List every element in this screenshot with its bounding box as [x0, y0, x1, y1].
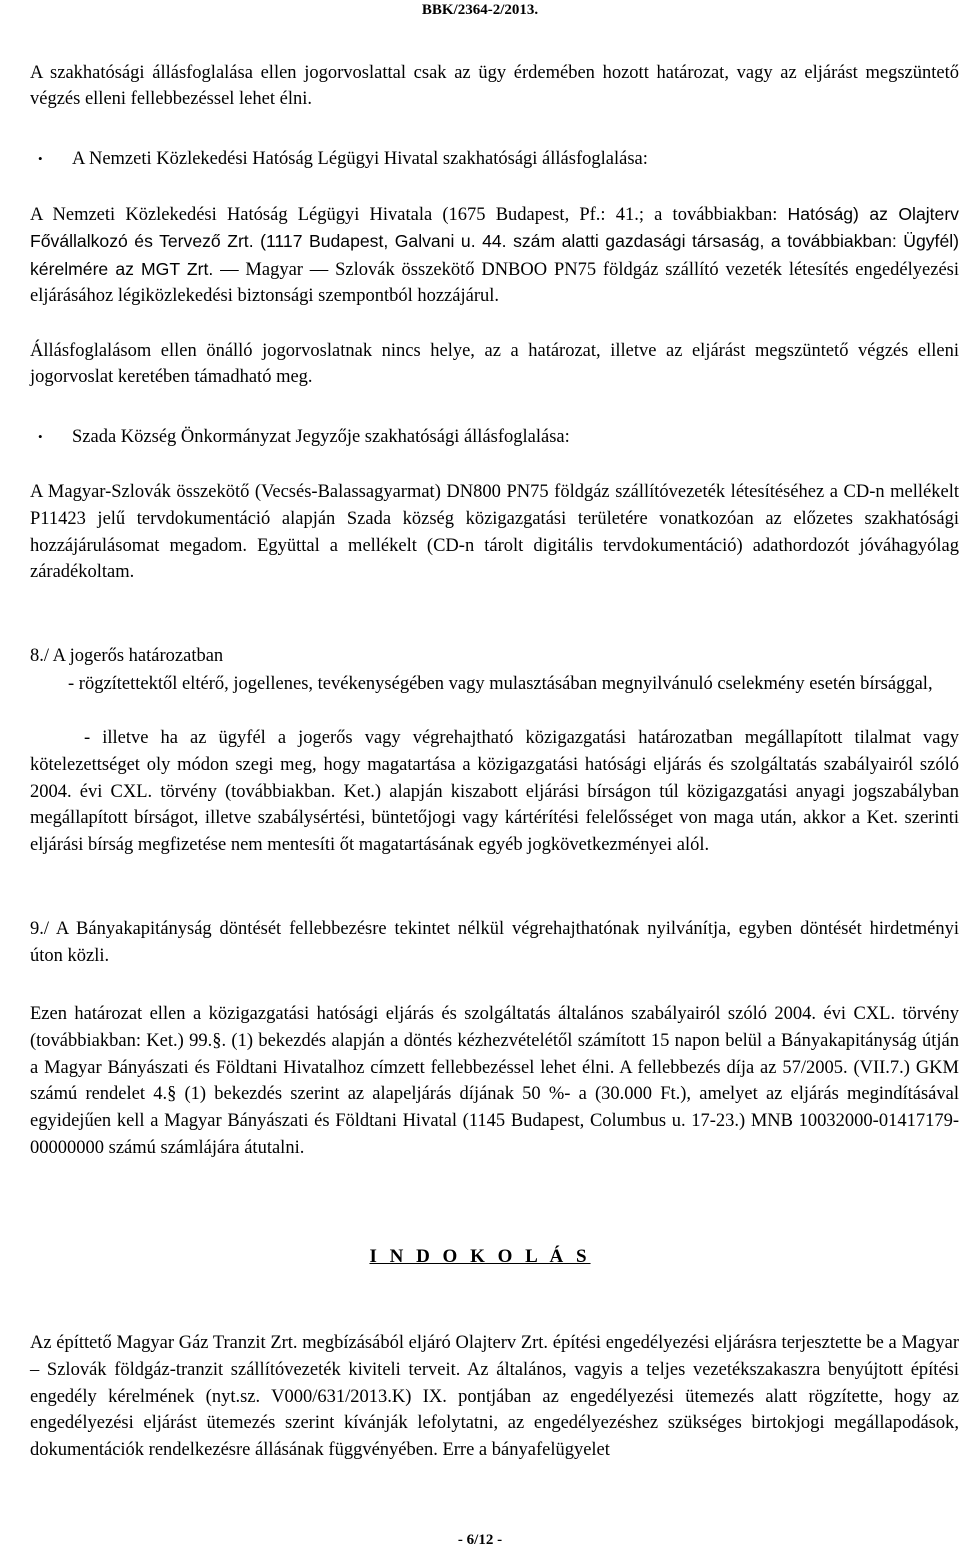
section-9: 9./ A Bányakapitányság döntését fellebbezésre tekintet nélkül végrehajthatónak nyilvánítja, egyben döntését hirdetményi úton közli.: [30, 919, 959, 966]
section-8-item-1: - rögzítettektől eltérő, jogellenes, tevékenységében vagy mulasztásában megnyilvánuló cselekmény esetén bírsággal,: [68, 674, 933, 694]
section-8-heading: 8./ A jogerős határozatban: [30, 646, 224, 666]
document-reference: BBK/2364-2/2013.: [421, 2, 539, 18]
section-8-item-2: - illetve ha az ügyfél a jogerős vagy végrehajtható közigazgatási határozatban megállapított tilalmat vagy kötelezettséget oly módon szegi meg, hogy magatartása a közigazgatási hatósági eljárás és szolgáltatás szabályairól szóló 2004. évi CXL. törvény (továbbiakban. Ket.) alapján kiszabott eljárási bírságon túl közigazgatási anyagi jogszabályban megállapított bírságot, illetve szabálysértési, büntetőjogi vagy kártérítési felelősséget von maga után, akkor a Ket. szerinti eljárási bírság megfizetése nem mentesíti őt magatartásának egyéb jogkövetkezményei alól.: [30, 728, 959, 856]
paragraph-aviation-part-b: Hatóság) az Olajterv Fővállalkozó és Tervező Zrt. (1117 Budapest, Galvani u. 44. szám alatti gazdasági társaság, a továbbiakban: Ügyfél) kérelmére az MGT Zrt.: [30, 204, 959, 279]
paragraph-aviation-part-c: — Magyar — Szlovák összekötő DNBOO PN75 földgáz szállító vezeték létesítés engedélyezési eljárásához légiközlekedési biztonsági szempontból hozzájárul.: [30, 259, 959, 307]
paragraph-reasoning: Az építtető Magyar Gáz Tranzit Zrt. megbízásából eljáró Olajterv Zrt. építési engedélyezési eljárásra terjesztette be a Magyar – Szlovák földgáz-tranzit szállítóvezeték kiviteli terveit. Az általános, vagyis a teljes vezetékszakaszra benyújtott építési engedély kérelmének (nyt.sz. V000/631/2013.K) IX. pontjában az engedélyezési ütemezés alatt rögzítette, hogy az engedélyezési eljárást ütemezés szerint kívánják lefolytatni, az engedélyezéshez szükséges birtokjogi megállapodások, dokumentációk rendelkezésre állásának függvényében. Erre a bányafelügyelet: [30, 1333, 959, 1461]
bullet-heading-aviation: A Nemzeti Közlekedési Hatóság Légügyi Hivatal szakhatósági állásfoglalása:: [72, 149, 648, 169]
paragraph-szada-opinion: A Magyar-Szlovák összekötő (Vecsés-Balassagyarmat) DN800 PN75 földgáz szállítóvezeték létesítéséhez a CD-n mellékelt P11423 jelű tervdokumentáció alapján Szada község közigazgatási területére vonatkozóan az előzetes szakhatósági hozzájárulásomat megadom. Együttal a mellékelt (CD-n tárolt digitális tervdokumentáció) adathordozót jóváhagyólag záradékoltam.: [30, 482, 959, 583]
bullet-heading-szada: Szada Község Önkormányzat Jegyzője szakhatósági állásfoglalása:: [72, 427, 570, 447]
paragraph-aviation-opinion: [30, 201, 959, 310]
paragraph-appeal-fee: Ezen határozat ellen a közigazgatási hatósági eljárás és szolgáltatás általános szabályairól szóló 2004. évi CXL. törvény (továbbiakban: Ket.) 99.§. (1) bekezdés alapján a döntés kézhezvételétől számított 15 napon belül a Bányakapitányság útján a Magyar Bányászati és Földtani Hivatalhoz címzett fellebbezéssel lehet élni. A fellebbezés díja az 57/2005. (VII.7.) GKM számú rendelet 4.§ (1) bekezdés szerint az alapeljárás díjának 50 %- a (30.000 Ft.), amelyet az eljárás megindításával egyidejűen kell a Magyar Bányászati és Földtani Hivatal (1145 Budapest, Columbus u. 17-23.) MNB 10032000-01417179-00000000 számú számlájára átutalni.: [30, 1004, 959, 1158]
reasoning-title: I N D O K O L Á S: [369, 1246, 591, 1267]
paragraph-appeal-note: A szakhatósági állásfoglalása ellen jogorvoslattal csak az ügy érdemében hozott határozat, vagy az eljárást megszüntető végzés elleni fellebbezéssel lehet élni.: [30, 63, 959, 110]
paragraph-aviation-part-a: A Nemzeti Közlekedési Hatóság Légügyi Hivatala (1675 Budapest, Pf.: 41.; a továbbiakban:: [30, 205, 788, 225]
bullet-icon: •: [38, 151, 43, 166]
bullet-icon: •: [38, 429, 43, 444]
page-number: - 6/12 -: [457, 1532, 503, 1548]
paragraph-aviation-remedy: Állásfoglalásom ellen önálló jogorvoslatnak nincs helye, az a határozat, illetve az eljárást megszüntető végzés elleni jogorvoslat keretében támadható meg.: [30, 341, 959, 388]
